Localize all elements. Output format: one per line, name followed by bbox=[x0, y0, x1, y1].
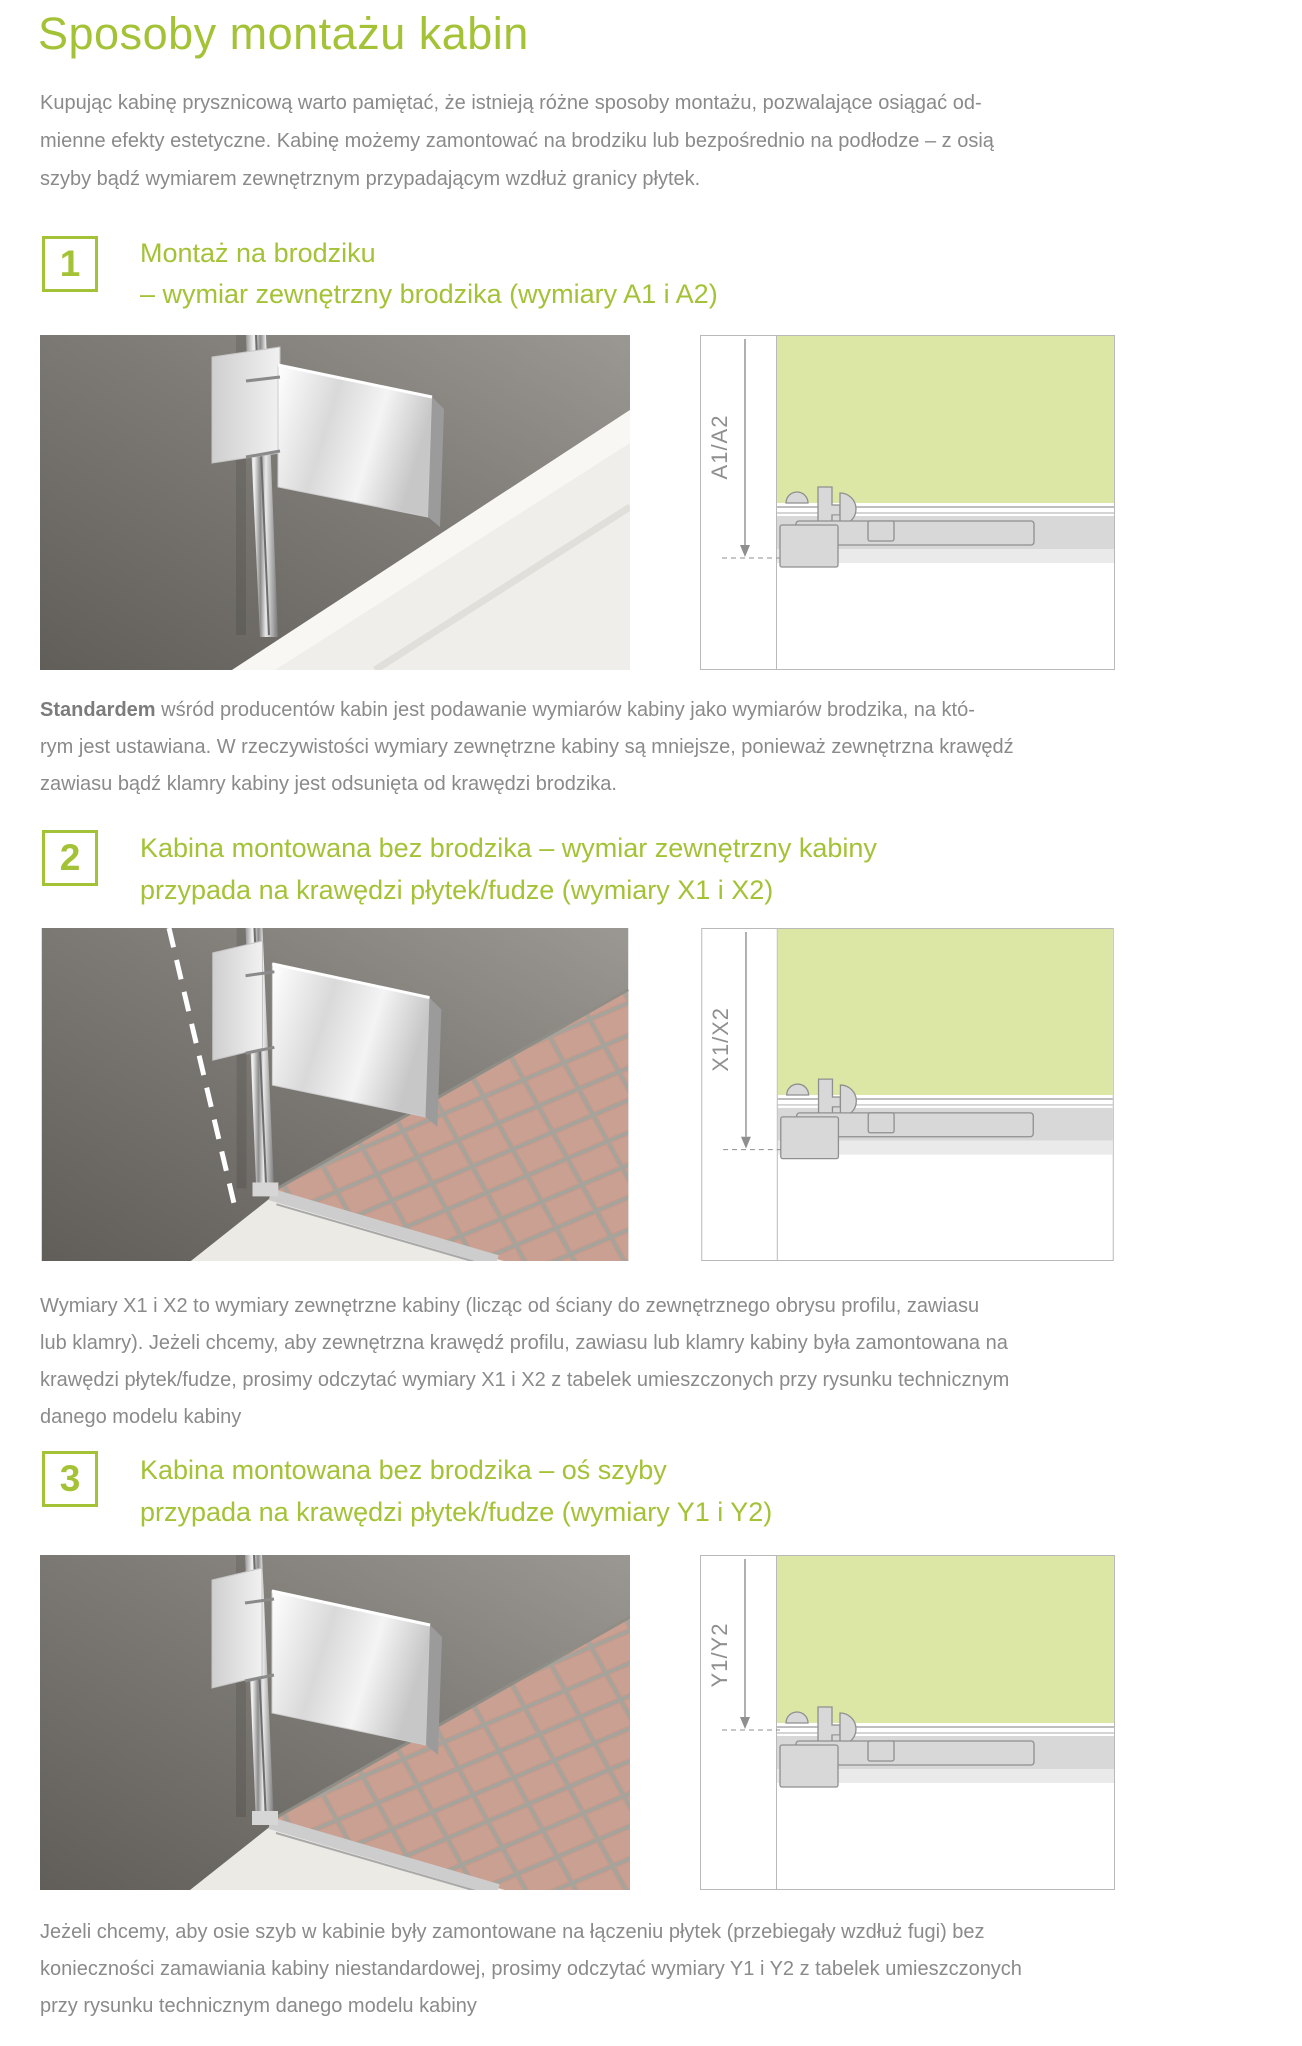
photo-bez-brodzika-y bbox=[40, 1555, 630, 1890]
paragraph-lead-word: Standardem bbox=[40, 699, 156, 721]
photo-bez-brodzika-x bbox=[40, 928, 630, 1261]
paragraph-line: Wymiary X1 i X2 to wymiary zewnętrzne kabiny (licząc od ściany do zewnętrznego obrysu profilu, zawiasu bbox=[40, 1295, 980, 1317]
paragraph-line: zawiasu bądź klamry kabiny jest odsunięta od krawędzi brodzika. bbox=[40, 773, 617, 795]
paragraph-line: przy rysunku technicznym danego modelu kabiny bbox=[40, 1995, 477, 2017]
tiled-floor-photo-illustration bbox=[40, 1555, 630, 1890]
paragraph-line bbox=[40, 692, 1280, 729]
tiled-floor-photo-illustration-dashed bbox=[40, 928, 630, 1261]
section-3-heading-line1: Kabina montowana bez brodzika – oś szyby bbox=[140, 1455, 667, 1485]
technical-drawing-a1-a2 bbox=[700, 335, 1115, 670]
diagram-y1-y2 bbox=[700, 1555, 1115, 1890]
intro-line: mienne efekty estetyczne. Kabinę możemy zamontować na brodziku lub bezpośrednio na podłodze – z osią bbox=[40, 130, 994, 152]
section-2-number-box bbox=[42, 830, 98, 886]
paragraph-line-rest: wśród producentów kabin jest podawanie wymiarów kabiny jako wymiarów brodzika, na któ- bbox=[155, 699, 975, 721]
dimension-label-y1-y2: Y1/Y2 bbox=[707, 1622, 732, 1688]
photo-montaz-na-brodziku bbox=[40, 335, 630, 670]
technical-drawing-y1-y2 bbox=[700, 1555, 1115, 1890]
intro-line: szyby bądź wymiarem zewnętrznym przypadającym wzdłuż granicy płytek. bbox=[40, 168, 701, 190]
diagram-a1-a2 bbox=[700, 335, 1115, 670]
section-3-number: 3 bbox=[59, 1458, 81, 1499]
page-title: Sposoby montażu kabin bbox=[38, 8, 529, 59]
section-3-number-box bbox=[42, 1451, 98, 1507]
paragraph-line: krawędzi płytek/fudze, prosimy odczytać wymiary X1 i X2 z tabelek umieszczonych przy rysunku technicznym bbox=[40, 1369, 1010, 1391]
intro-line: Kupując kabinę prysznicową warto pamiętać, że istnieją różne sposoby montażu, pozwalające osiągać od- bbox=[40, 92, 982, 114]
dimension-label-x1-x2: X1/X2 bbox=[708, 1007, 734, 1072]
paragraph-standard bbox=[40, 692, 1280, 803]
paragraph-x-dimensions bbox=[40, 1288, 1280, 1436]
section-1-heading-line1: Montaż na brodziku bbox=[140, 238, 376, 268]
paragraph-line: lub klamry). Jeżeli chcemy, aby zewnętrzna krawędź profilu, zawiasu lub klamry kabiny była zamontowana na bbox=[40, 1332, 1008, 1354]
technical-drawing-x1-x2 bbox=[700, 928, 1115, 1261]
paragraph-y-dimensions bbox=[40, 1914, 1280, 2025]
section-2-heading-line1: Kabina montowana bez brodzika – wymiar zewnętrzny kabiny bbox=[140, 833, 877, 863]
paragraph-line: Jeżeli chcemy, aby osie szyb w kabinie były zamontowane na łączeniu płytek (przebiegały wzdłuż fugi) bez bbox=[40, 1921, 985, 1943]
section-2-heading-line2: przypada na krawędzi płytek/fudze (wymiary X1 i X2) bbox=[140, 875, 774, 905]
section-1-heading-line2: – wymiar zewnętrzny brodzika (wymiary A1 i A2) bbox=[140, 279, 718, 309]
diagram-x1-x2 bbox=[700, 928, 1115, 1261]
paragraph-line: danego modelu kabiny bbox=[40, 1406, 242, 1428]
shower-tray-photo-illustration bbox=[40, 335, 630, 670]
intro-paragraph bbox=[40, 84, 1280, 198]
section-3-heading-line2: przypada na krawędzi płytek/fudze (wymiary Y1 i Y2) bbox=[140, 1497, 773, 1527]
section-1-number-box bbox=[42, 236, 98, 292]
paragraph-line: rym jest ustawiana. W rzeczywistości wymiary zewnętrzne kabiny są mniejsze, ponieważ zewnętrzna krawędź bbox=[40, 736, 1014, 758]
section-1-number: 1 bbox=[59, 243, 81, 284]
dimension-label-a1-a2: A1/A2 bbox=[707, 414, 732, 480]
section-2-number: 2 bbox=[59, 837, 81, 878]
paragraph-line: konieczności zamawiania kabiny niestandardowej, prosimy odczytać wymiary Y1 i Y2 z tabelek umieszczonych bbox=[40, 1958, 1022, 1980]
